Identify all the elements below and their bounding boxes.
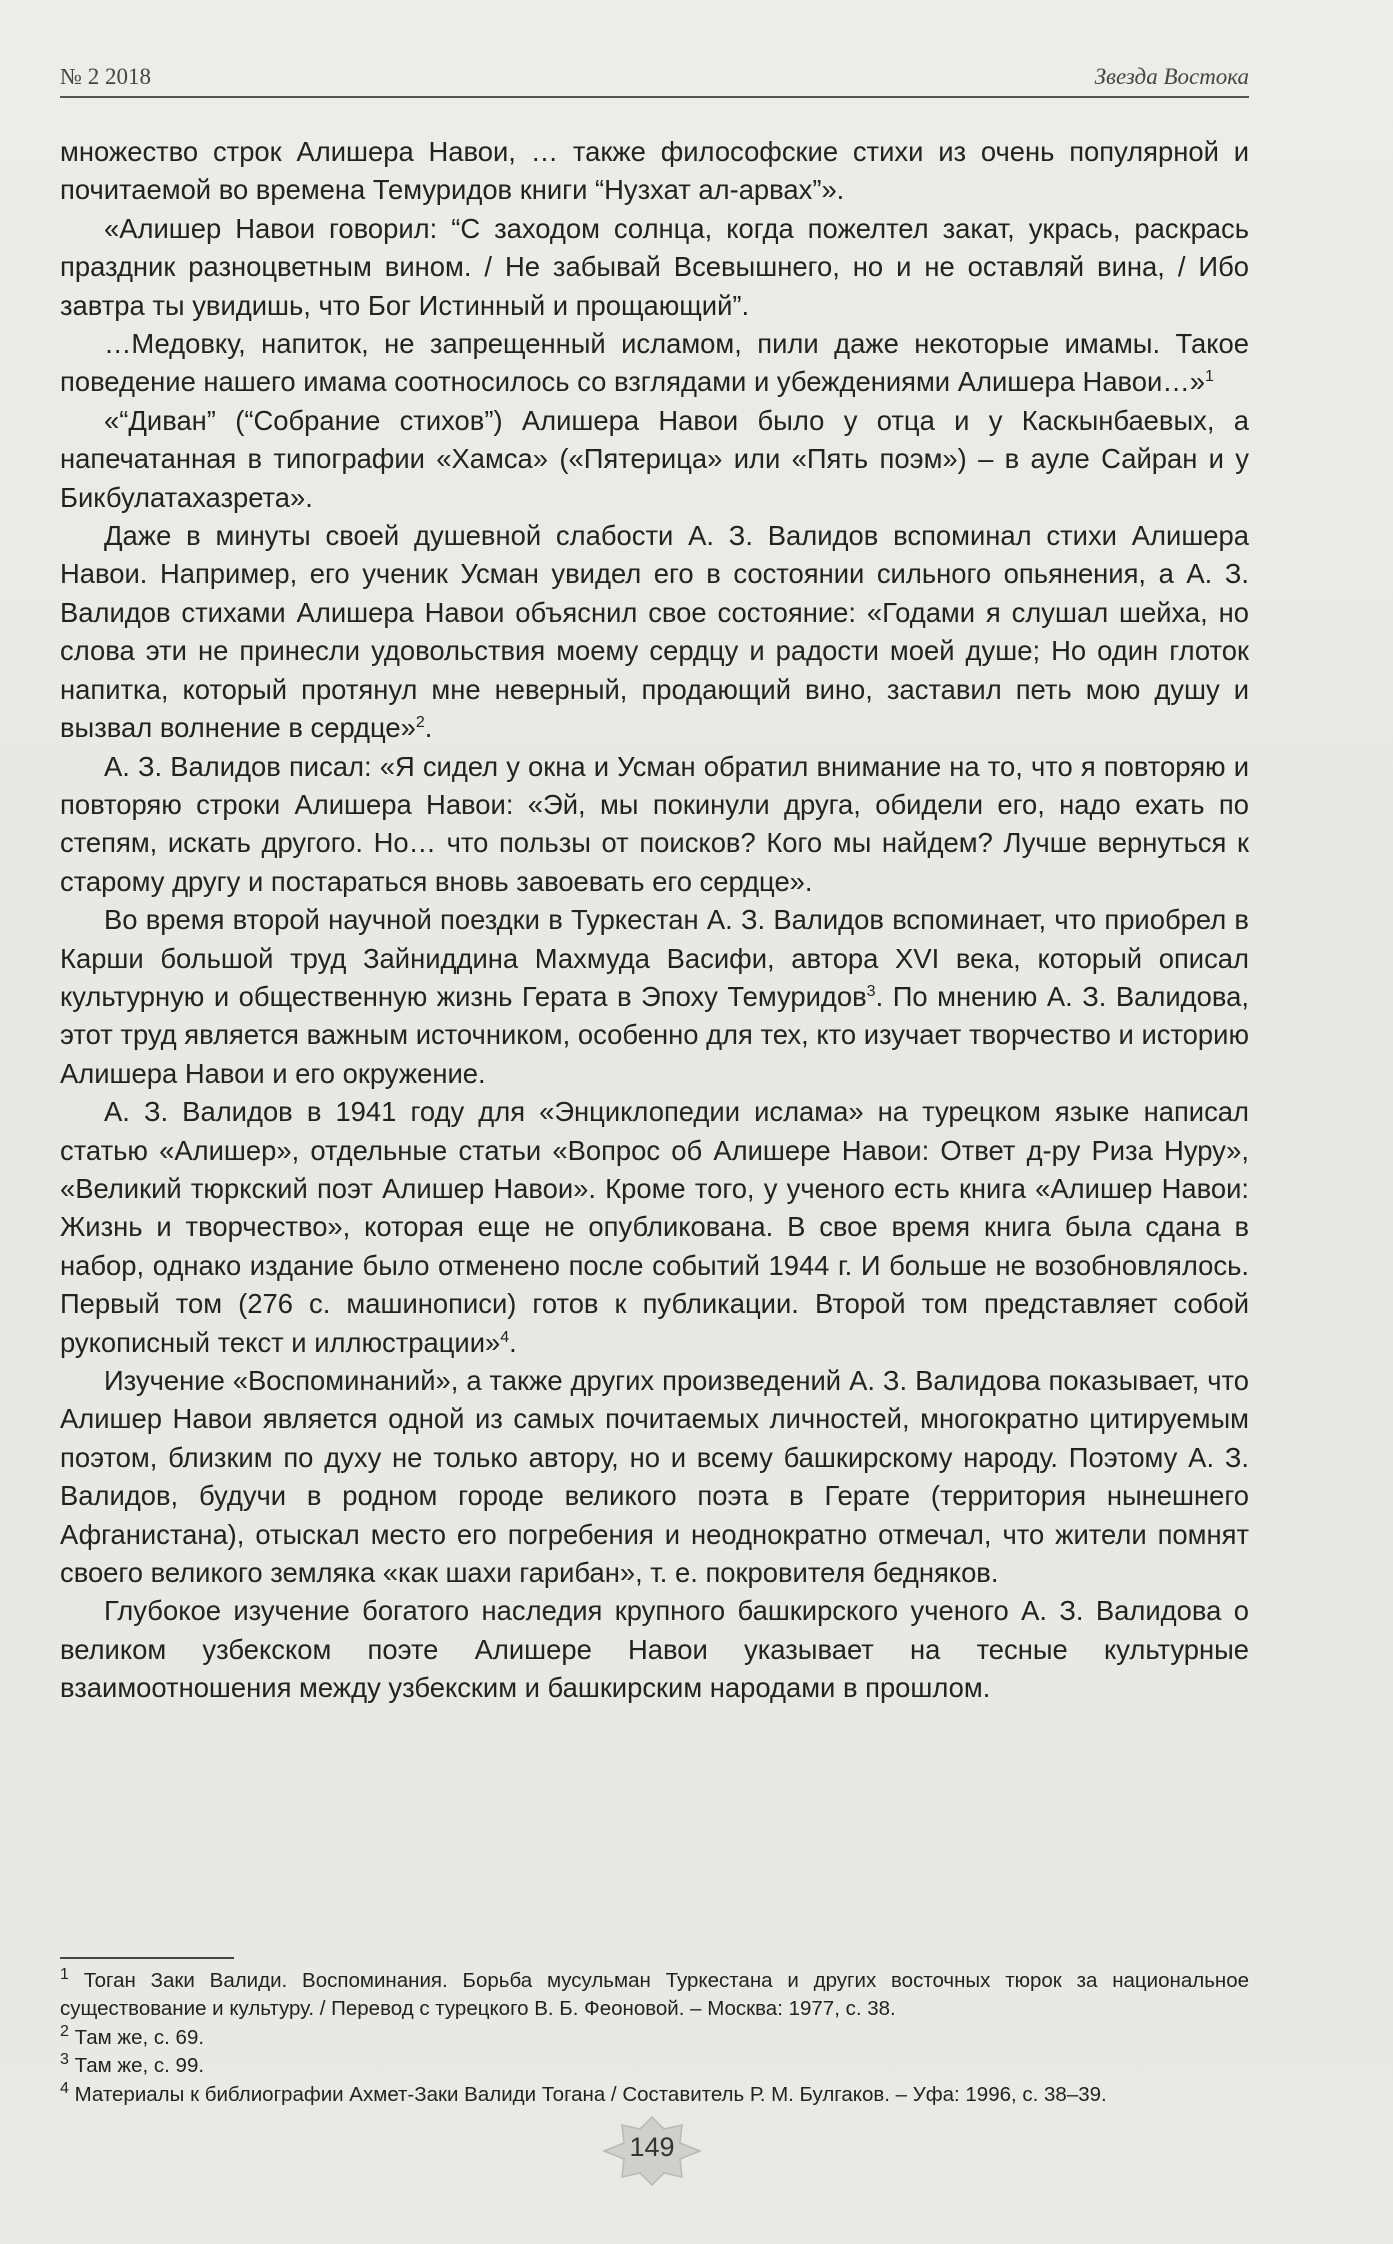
footnote-number: 3 [60, 2051, 69, 2069]
paragraph: «Алишер Навои говорил: “С заходом солнца, когда пожелтел закат, укрась, раскрась праздник разноцветным вином. / Не забывай Всевышнего, но и не оставляй вина, / Ибо завтра ты увидишь, что Бог Истинный и прощающий”. [60, 212, 1249, 321]
paragraph-text: Даже в минуты своей душевной слабости А. З. Валидов вспоминал стихи Алишера Навои. Например, его ученик Усман увидел его в состоянии сильного опьянения, а А. З. Валидов стихами Алишера Навои объяснил свое состояние: «Годами я слушал шейха, но слова эти не принесли удовольствия моему сердцу и радости моей душе; Но один глоток напитка, который протянул мне неверный, продающий вино, заставил петь мою душу и вызвал волнение в сердце» [60, 520, 1249, 744]
footnote-ref: 3 [866, 982, 876, 1000]
running-header [60, 56, 1249, 98]
paragraph-text: …Медовку, напиток, не запрещенный исламом, пили даже некоторые имамы. Такое поведение нашего имама соотносилось со взглядами и убеждениями Алишера Навои…» [60, 328, 1249, 398]
journal-title: Звезда Востока [1094, 64, 1249, 89]
footnote-ref: 1 [1204, 368, 1214, 386]
footnote-number: 2 [60, 2022, 69, 2040]
footnote-text: Там же, с. 69. [74, 2025, 205, 2049]
paragraph-text: А. З. Валидов в 1941 году для «Энциклопедии ислама» на турецком языке написал статью «Алишер», отдельные статьи «Вопрос об Алишере Навои: Ответ д-ру Риза Нуру», «Великий тюркский поэт Алишер Навои». Кроме того, у ученого есть книга «Алишер Навои: Жизнь и творчество», которая еще не опубликована. В свое время книга была сдана в набор, однако издание было отменено после событий 1944 г. И больше не возобновлялось. Первый том (276 с. машинописи) готов к публикации. Второй том представляет собой рукописный текст и иллюстрации» [60, 1096, 1249, 1358]
paragraph [60, 325, 1249, 402]
paragraph-text: . По мнению А. З. Валидова, этот труд является важным источником, особенно для тех, кто изучает творчество и историю Алишера Навои и его окружение. [60, 980, 1249, 1089]
footnote [60, 2024, 1249, 2052]
page-number-badge [600, 2115, 704, 2187]
paragraph [60, 901, 1249, 1093]
paragraph: множество строк Алишера Навои, … также философские стихи из очень популярной и почитаемой во времена Темуридов книги “Нузхат ал-арвах”». [60, 136, 1249, 206]
footnote [60, 2052, 1249, 2080]
footnote-text: Тоган Заки Валиди. Воспоминания. Борьба мусульман Туркестана и других восточных тюрок за национальное существование и культуру. / Перевод с турецкого В. Б. Феоновой. – Москва: 1977, с. 38. [60, 1969, 1249, 2021]
footnote [60, 1967, 1249, 2024]
paragraph: Глубокое изучение богатого наследия крупного башкирского ученого А. З. Валидова о великом узбекском поэте Алишере Навои указывает на тесные культурные взаимоотношения между узбекским и башкирским народами в прошлом. [60, 1595, 1249, 1704]
footnote-number: 4 [60, 2079, 69, 2097]
footnote-divider [60, 1957, 234, 1959]
paragraph: А. З. Валидов писал: «Я сидел у окна и Усман обратил внимание на то, что я повторяю и повторяю строки Алишера Навои: «Эй, мы покинули друга, обидели его, надо ехать по степям, искать другого. Но… что пользы от поисков? Кого мы найдем? Лучше вернуться к старому другу и постараться вновь завоевать его сердце». [60, 750, 1249, 897]
paragraph: «“Диван” (“Собрание стихов”) Алишера Навои было у отца и у Каскынбаевых, а напечатанная в типографии «Хамса» («Пятерица» или «Пять поэм») – в ауле Сайран и у Бикбулатахазрета». [60, 404, 1249, 513]
paragraph: Даже в минуты своей душевной слабости А. З. Валидов вспоминал стихи Алишера Навои. Например, его ученик Усман увидел его в состоянии сильного опьянения, а А. З. Валидов стихами Алишера Навои объяснил свое состояние: «Годами я слушал шейха, но слова эти не принесли удовольствия моему сердцу и радости моей душе; Но один глоток напитка, который протянул мне неверный, продающий вино, заставил петь мою душу и вызвал волнение в сердце»$^2$. [60, 520, 1249, 744]
paragraph-text: Во время второй научной поездки в Туркестан А. З. Валидов вспоминает, что приобрел в Карши большой труд Зайниддина Махмуда Васифи, автора XVI века, который описал культурную и общественную жизнь Герата в Эпоху Темуридов [60, 904, 1249, 1012]
issue-number: № 2 2018 [60, 64, 151, 89]
page-number: 149 [629, 2132, 675, 2162]
footnote-text: Материалы к библиографии Ахмет-Заки Валиди Тогана / Составитель Р. М. Булгаков. – Уфа: 1996, с. 38–39. [74, 2082, 1107, 2106]
footnote-ref: 4 [500, 1328, 510, 1346]
footnotes [60, 1967, 1249, 2109]
footnote-number: 1 [60, 1966, 69, 1984]
footnote-text: Там же, с. 99. [74, 2054, 205, 2078]
footnote [60, 2081, 1249, 2109]
footnote-ref: 2 [415, 713, 425, 731]
paragraph: Изучение «Воспоминаний», а также других произведений А. З. Валидова показывает, что Алишер Навои является одной из самых почитаемых личностей, многократно цитируемым поэтом, близким по духу не только автору, но и всему башкирскому народу. Поэтому А. З. Валидов, будучи в родном городе великого поэта в Герате (территория нынешнего Афганистана), отыскал место его погребения и неоднократно отмечал, что жители помнят своего великого земляка «как шахи гарибан», т. е. покровителя бедняков. [60, 1365, 1249, 1589]
paragraph: А. З. Валидов в 1941 году для «Энциклопедии ислама» на турецком языке написал статью «Алишер», отдельные статьи «Вопрос об Алишере Навои: Ответ д-ру Риза Нуру», «Великий тюркский поэт Алишер Навои». Кроме того, у ученого есть книга «Алишер Навои: Жизнь и творчество», которая еще не опубликована. В свое время книга была сдана в набор, однако издание было отменено после событий 1944 г. И больше не возобновлялось. Первый том (276 с. машинописи) готов к публикации. Второй том представляет собой рукописный текст и иллюстрации»$^4$. [60, 1096, 1249, 1358]
article-body [60, 133, 1249, 1708]
